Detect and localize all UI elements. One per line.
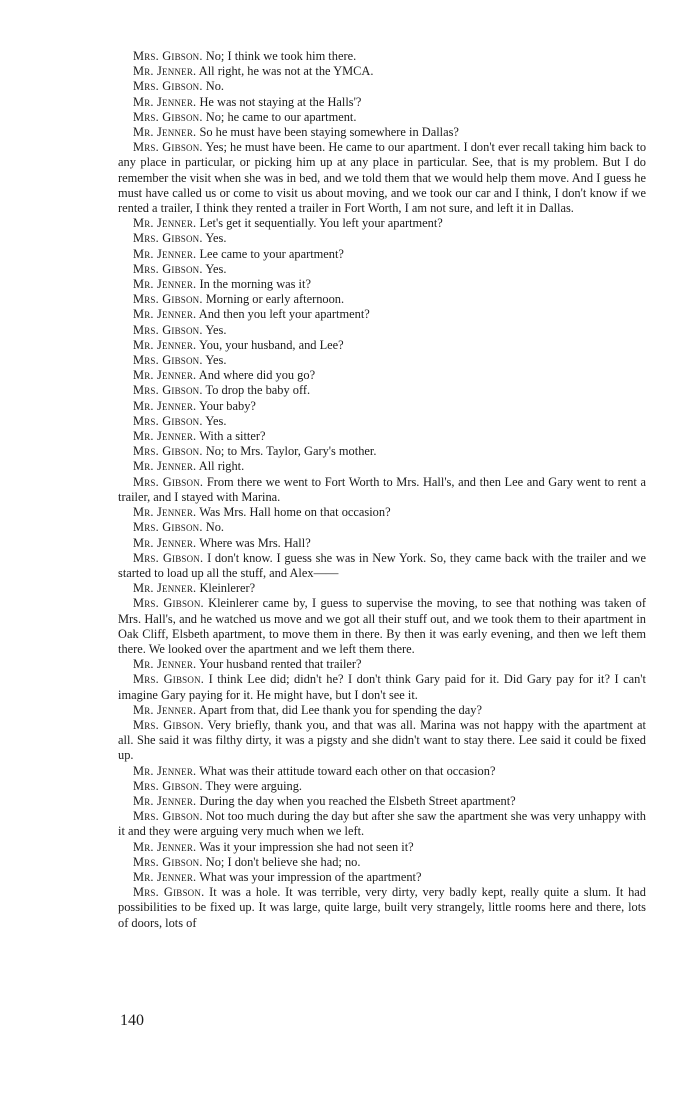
speech-text: Yes. — [205, 413, 227, 428]
testimony-paragraph — [118, 49, 646, 64]
testimony-paragraph — [118, 277, 646, 292]
speech-text: With a sitter? — [199, 429, 266, 444]
testimony-paragraph — [118, 353, 646, 368]
testimony-paragraph — [118, 79, 646, 94]
speaker-label: Mrs. Gibson. — [133, 717, 204, 732]
testimony-paragraph — [118, 885, 646, 931]
speech-text: What was your impression of the apartment? — [199, 869, 422, 884]
speech-text: Your husband rented that trailer? — [198, 657, 362, 672]
speech-text: Yes; he must have been. He came to our apartment. I don't ever recall taking him back to any place in particular, or picking him up at any place in particular. See, that is my problem. But I do remember the visit when she was in bed, and we told them that we would help them move. And I guess he must have called us or come to visit us about moving, and we took our car and I think, I don't know if we rented a trailer, I think they rented a trailer in Fort Worth, I am not sure, and left it in Dallas. — [118, 140, 647, 216]
speaker-label: Mrs. Gibson. — [133, 383, 203, 398]
speaker-label: Mrs. Gibson. — [133, 885, 205, 900]
testimony-paragraph — [118, 581, 646, 596]
speaker-label: Mrs. Gibson. — [133, 353, 203, 368]
speaker-label: Mrs. Gibson. — [133, 809, 203, 824]
speaker-label: Mr. Jenner. — [133, 307, 197, 322]
speaker-label: Mrs. Gibson. — [133, 413, 203, 428]
speaker-label: Mr. Jenner. — [133, 581, 197, 596]
testimony-paragraph — [118, 383, 646, 398]
testimony-paragraph — [118, 520, 646, 535]
testimony-paragraph — [118, 596, 646, 657]
testimony-paragraph — [118, 779, 646, 794]
speaker-label: Mr. Jenner. — [133, 505, 197, 520]
speech-text: It was a hole. It was terrible, very dirty, very badly kept, really quite a slum. It had possibilities to be fixed up. It was large, quite large, built very strangely, little rooms here and there, lots of doors, lots of — [118, 885, 646, 930]
speaker-label: Mrs. Gibson. — [133, 474, 204, 489]
testimony-paragraph — [118, 140, 646, 216]
testimony-paragraph — [118, 292, 646, 307]
testimony-paragraph — [118, 672, 646, 702]
speech-text: Yes. — [205, 231, 227, 246]
speech-text: Let's get it sequentially. You left your apartment? — [199, 216, 443, 231]
speech-text: So he must have been staying somewhere in Dallas? — [199, 125, 459, 140]
speech-text: They were arguing. — [205, 778, 302, 793]
speaker-label: Mr. Jenner. — [133, 277, 197, 292]
testimony-paragraph — [118, 307, 646, 322]
testimony-paragraph — [118, 794, 646, 809]
testimony-paragraph — [118, 718, 646, 764]
testimony-paragraph — [118, 95, 646, 110]
speech-text: Yes. — [205, 261, 227, 276]
testimony-paragraph — [118, 125, 646, 140]
testimony-paragraph — [118, 809, 646, 839]
speaker-label: Mr. Jenner. — [133, 64, 197, 79]
speech-text: I don't know. I guess she was in New York. So, they came back with the trailer and we started to load up all the stuff, and Alex—— — [118, 550, 646, 580]
speaker-label: Mrs. Gibson. — [133, 261, 203, 276]
testimony-paragraph — [118, 459, 646, 474]
speech-text: Where was Mrs. Hall? — [199, 535, 311, 550]
testimony-paragraph — [118, 338, 646, 353]
speech-text: Not too much during the day but after she saw the apartment she was very unhappy with it and they were arguing very much when we left. — [118, 809, 646, 839]
testimony-paragraph — [118, 840, 646, 855]
testimony-paragraph — [118, 110, 646, 125]
speaker-label: Mr. Jenner. — [133, 398, 197, 413]
speaker-label: Mr. Jenner. — [133, 839, 197, 854]
speaker-label: Mr. Jenner. — [133, 459, 197, 474]
speech-text: During the day when you reached the Elsbeth Street apartment? — [199, 793, 516, 808]
speech-text: No. — [205, 520, 225, 535]
speech-text: All right, he was not at the YMCA. — [198, 64, 374, 79]
speaker-label: Mrs. Gibson. — [133, 672, 205, 687]
speaker-label: Mrs. Gibson. — [133, 140, 203, 155]
testimony-paragraph — [118, 444, 646, 459]
speaker-label: Mr. Jenner. — [133, 535, 197, 550]
speaker-label: Mrs. Gibson. — [133, 778, 203, 793]
speech-text: In the morning was it? — [199, 277, 311, 292]
speech-text: No; he came to our apartment. — [205, 109, 357, 124]
testimony-paragraph — [118, 368, 646, 383]
speech-text: No. — [205, 79, 225, 94]
testimony-paragraph — [118, 703, 646, 718]
testimony-paragraph — [118, 216, 646, 231]
speech-text: No; I think we took him there. — [205, 49, 357, 63]
speech-text: From there we went to Fort Worth to Mrs. Hall's, and then Lee and Gary went to rent a trailer, and I stayed with Marina. — [118, 474, 646, 504]
speaker-label: Mr. Jenner. — [133, 125, 197, 140]
speech-text: No; to Mrs. Taylor, Gary's mother. — [205, 444, 377, 459]
speaker-label: Mrs. Gibson. — [133, 854, 203, 869]
speaker-label: Mr. Jenner. — [133, 763, 197, 778]
speech-text: Kleinlerer came by, I guess to supervise the moving, to see that nothing was taken of Mrs. Hall's, and he watched us move and we got all their stuff out, and we took them to their apartment in Oak Cliff, Elsbeth apartment, to move them in there. By then it was early evening, and then we left them there. We looked over the apartment and we left them there. — [118, 596, 646, 656]
speaker-label: Mrs. Gibson. — [133, 596, 204, 611]
testimony-paragraph — [118, 505, 646, 520]
testimony-paragraph — [118, 429, 646, 444]
testimony-paragraph — [118, 399, 646, 414]
speaker-label: Mr. Jenner. — [133, 702, 197, 717]
speaker-label: Mrs. Gibson. — [133, 109, 203, 124]
speaker-label: Mrs. Gibson. — [133, 49, 203, 63]
speaker-label: Mrs. Gibson. — [133, 520, 203, 535]
testimony-paragraph — [118, 475, 646, 505]
testimony-paragraph — [118, 231, 646, 246]
speech-text: Was Mrs. Hall home on that occasion? — [199, 505, 391, 520]
speaker-label: Mr. Jenner. — [133, 869, 197, 884]
speech-text: Kleinlerer? — [199, 581, 256, 596]
speaker-label: Mrs. Gibson. — [133, 292, 203, 307]
testimony-paragraph — [118, 657, 646, 672]
testimony-paragraph — [118, 764, 646, 779]
speech-text: Yes. — [205, 322, 227, 337]
speech-text: Morning or early afternoon. — [205, 292, 345, 307]
speaker-label: Mrs. Gibson. — [133, 231, 203, 246]
testimony-paragraph — [118, 64, 646, 79]
speaker-label: Mr. Jenner. — [133, 368, 197, 383]
speech-text: What was their attitude toward each other on that occasion? — [199, 763, 496, 778]
speaker-label: Mr. Jenner. — [133, 216, 197, 231]
speech-text: To drop the baby off. — [205, 383, 311, 398]
speech-text: Was it your impression she had not seen it? — [199, 839, 414, 854]
speech-text: All right. — [198, 459, 245, 474]
speaker-label: Mr. Jenner. — [133, 246, 197, 261]
speech-text: I think Lee did; didn't he? I don't think Gary paid for it. Did Gary pay for it? I can't imagine Gary paying for it. He might have, but I don't see it. — [118, 672, 646, 702]
speaker-label: Mr. Jenner. — [133, 793, 197, 808]
speech-text: And where did you go? — [198, 368, 316, 383]
speaker-label: Mr. Jenner. — [133, 429, 197, 444]
testimony-paragraph — [118, 323, 646, 338]
speech-text: Lee came to your apartment? — [199, 246, 344, 261]
speaker-label: Mr. Jenner. — [133, 337, 197, 352]
testimony-paragraph — [118, 855, 646, 870]
speech-text: No; I don't believe she had; no. — [205, 854, 361, 869]
speech-text: He was not staying at the Halls'? — [199, 94, 362, 109]
testimony-paragraph — [118, 247, 646, 262]
speech-text: Your baby? — [198, 398, 256, 413]
speech-text: And then you left your apartment? — [198, 307, 370, 322]
testimony-paragraph — [118, 414, 646, 429]
testimony-paragraph — [118, 262, 646, 277]
testimony-text — [118, 49, 646, 931]
speech-text: Apart from that, did Lee thank you for spending the day? — [198, 702, 482, 717]
speech-text: Very briefly, thank you, and that was all. Marina was not happy with the apartment at all. She said it was filthy dirty, it was a pigsty and she didn't want to stay there. Lee said it could be fixed up. — [118, 717, 646, 763]
speaker-label: Mrs. Gibson. — [133, 79, 203, 94]
page-number: 140 — [120, 1012, 144, 1029]
speech-text: You, your husband, and Lee? — [198, 337, 344, 352]
testimony-paragraph — [118, 870, 646, 885]
speaker-label: Mrs. Gibson. — [133, 322, 203, 337]
testimony-paragraph — [118, 551, 646, 581]
speaker-label: Mrs. Gibson. — [133, 444, 203, 459]
speaker-label: Mr. Jenner. — [133, 657, 197, 672]
speaker-label: Mr. Jenner. — [133, 94, 197, 109]
testimony-paragraph — [118, 536, 646, 551]
speaker-label: Mrs. Gibson. — [133, 550, 204, 565]
speech-text: Yes. — [205, 353, 227, 368]
